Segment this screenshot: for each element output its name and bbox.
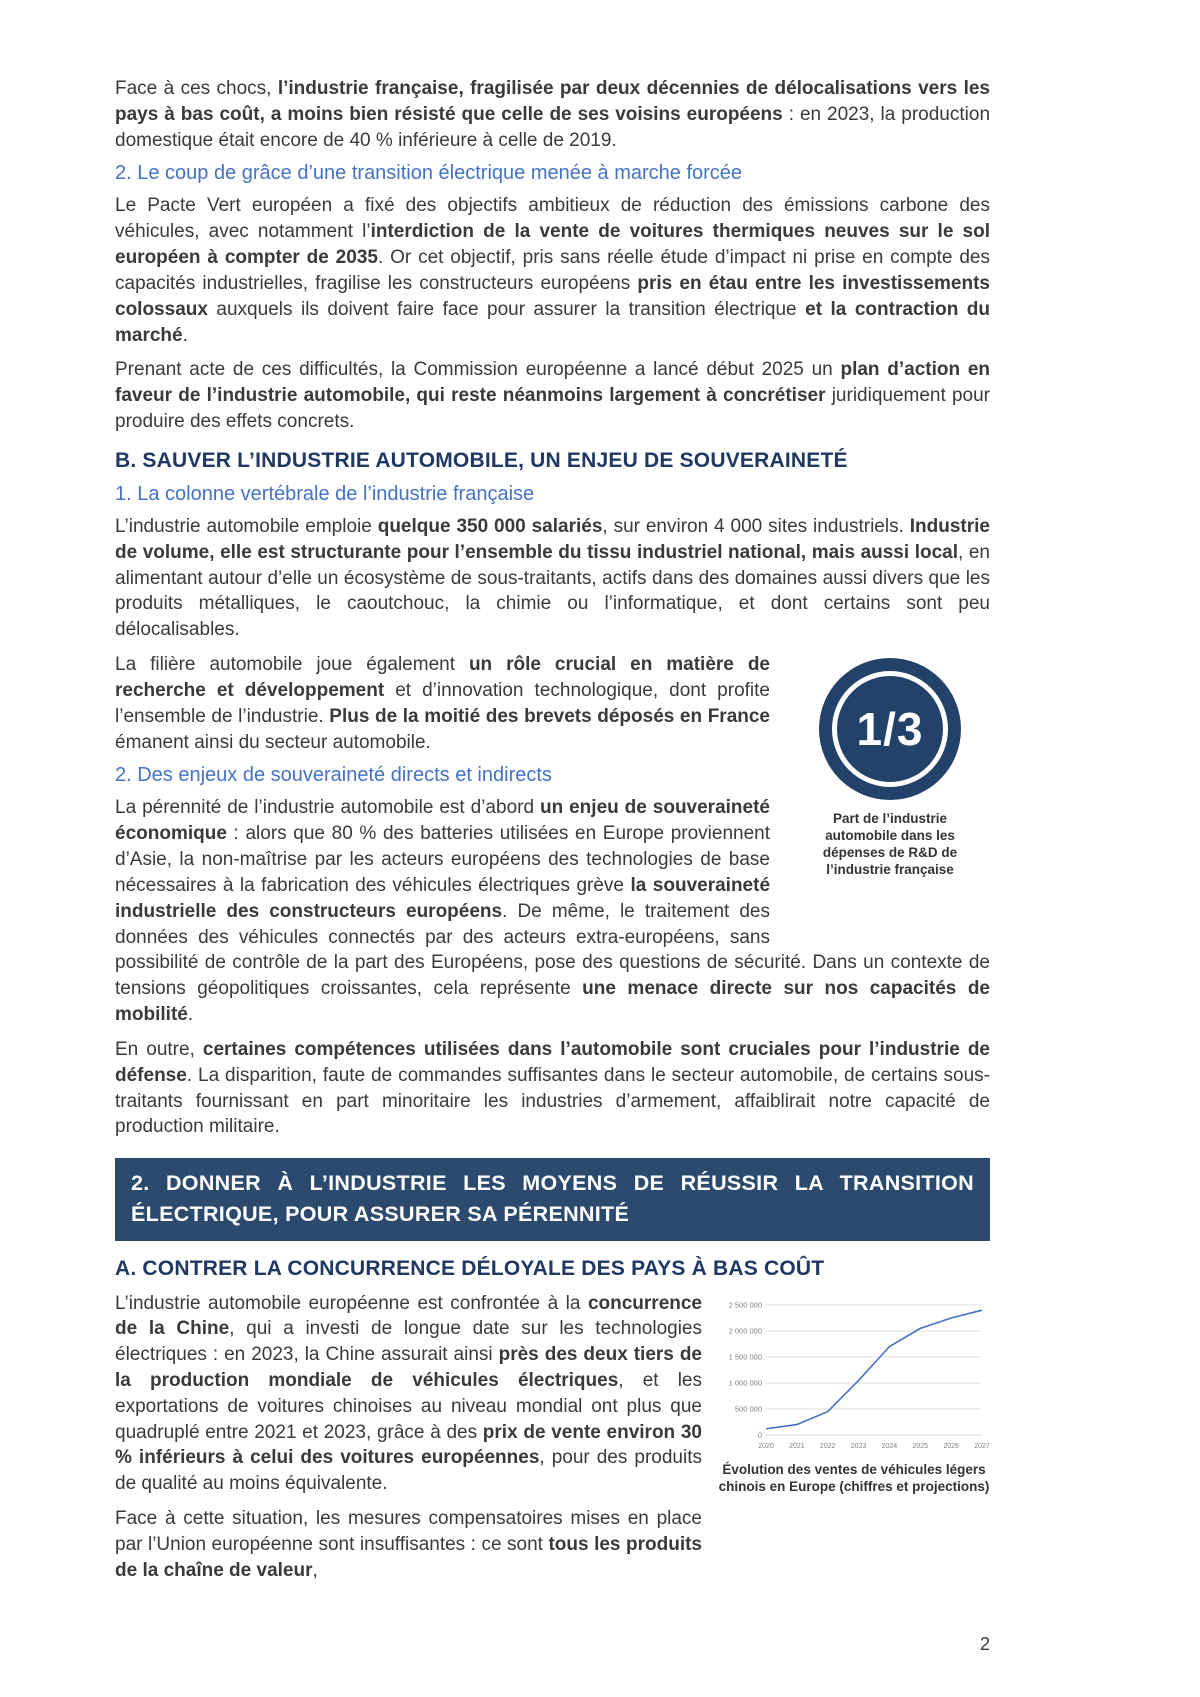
line-chart bbox=[718, 1297, 990, 1455]
paragraph-chine: L’industrie automobile européenne est confrontée à la concurrence de la Chine, qui a investi de longue date sur les technologies électriques : en 2023, la Chine assurait ainsi près des deux tiers de la production mondiale de véhicules électriques, et les exportations de voitures chinoises au niveau mondial ont plus que quadruplé entre 2021 et 2023, grâce à des prix de vente environ 30 % inférieurs à celui des voitures européennes, pour des produits de qualité au moins équivalente. bbox=[115, 1292, 703, 1495]
paragraph-perennite: La pérennité de l’industrie automobile est d’abord un enjeu de souveraineté économique : alors que 80 % des batteries utilisées en Europe proviennent d’Asie, la non-maîtrise par les acteurs européens des technologies de base nécessaires à la fabrication des véhicules électriques grève la souveraineté industrielle des constructeurs européens. De même, le traitement des données des véhicules connectés par des acteurs extra-européens, sans possibilité de contrôle de la part des Européens, pose des questions de sécurité. Dans un contexte de tensions géopolitiques croissantes, cela représente une menace directe sur nos capacités de mobilité. bbox=[115, 797, 990, 1026]
figure-ventes-chinoises bbox=[718, 1297, 990, 1496]
chart-caption: Évolution des ventes de véhicules légers chinois en Europe (chiffres et projections) bbox=[718, 1461, 990, 1495]
svg-text:1 500 000: 1 500 000 bbox=[728, 1352, 762, 1361]
figure-ratio-rd bbox=[790, 658, 990, 878]
paragraph-defense: En outre, certaines compétences utilisées dans l’automobile sont cruciales pour l’industrie de défense. La disparition, faute de commandes suffisantes dans le secteur automobile, de certains sous-traitants fournissant en part minoritaire les industries d’armement, affaiblirait notre capacité de production militaire. bbox=[115, 1038, 990, 1138]
page-number: 2 bbox=[979, 1634, 990, 1654]
paragraph-chocs: Face à ces chocs, l’industrie française, fragilisée par deux décennies de délocalisations vers les pays à bas coût, a moins bien résisté que celle de ses voisins européens : en 2023, la production domestique était encore de 40 % inférieure à celle de 2019. bbox=[115, 78, 991, 151]
heading-contrer-concurrence: A. CONTRER LA CONCURRENCE DÉLOYALE DES PAYS À BAS COÛT bbox=[115, 1256, 825, 1280]
paragraph-pacte-vert: Le Pacte Vert européen a fixé des objectifs ambitieux de réduction des émissions carbone des véhicules, avec notamment l’interdiction de la vente de voitures thermiques neuves sur le sol européen à compter de 2035. Or cet objectif, pris sans réelle étude d’impact ni prise en compte des capacités industrielles, fragilise les constructeurs européens pris en étau entre les investissements colossaux auxquels ils doivent faire face pour assurer la transition électrique et la contraction du marché. bbox=[115, 195, 990, 346]
svg-text:2020: 2020 bbox=[758, 1442, 774, 1450]
ratio-caption: Part de l’industrie automobile dans les dépenses de R&D de l’industrie française bbox=[822, 811, 958, 878]
svg-text:2021: 2021 bbox=[789, 1442, 805, 1450]
ratio-badge-inner bbox=[832, 671, 948, 787]
paragraph-plan-action: Prenant acte de ces difficultés, la Commission européenne a lancé début 2025 un plan d’action en faveur de l’industrie automobile, qui reste néanmoins largement à concrétiser juridiquement pour produire des effets concrets. bbox=[115, 359, 991, 433]
banner-title: 2. DONNER À L’INDUSTRIE LES MOYENS DE RÉUSSIR LA TRANSITION ÉLECTRIQUE, POUR ASSURER SA PÉRENNITÉ bbox=[131, 1171, 974, 1227]
svg-text:2023: 2023 bbox=[850, 1442, 867, 1450]
heading-sauver-industrie: B. SAUVER L’INDUSTRIE AUTOMOBILE, UN ENJEU DE SOUVERAINETÉ bbox=[115, 448, 848, 472]
svg-text:0: 0 bbox=[757, 1430, 762, 1439]
heading-coup-de-grace: 2. Le coup de grâce d’une transition électrique menée à marche forcée bbox=[115, 162, 743, 185]
svg-text:2026: 2026 bbox=[943, 1442, 959, 1450]
section-banner-transition bbox=[115, 1158, 990, 1240]
section-recherche-souverainete bbox=[115, 652, 990, 1028]
ratio-badge bbox=[819, 658, 961, 800]
paragraph-filiere: La filière automobile joue également un rôle crucial en matière de recherche et développement et d’innovation technologique, dont profite l’ensemble de l’industrie. Plus de la moitié des brevets déposés en France émanent ainsi du secteur automobile. bbox=[115, 654, 770, 753]
svg-text:2027: 2027 bbox=[974, 1442, 990, 1450]
heading-enjeux-souverainete: 2. Des enjeux de souveraineté directs et indirects bbox=[115, 764, 552, 787]
page-content bbox=[115, 76, 990, 1593]
svg-text:1 000 000: 1 000 000 bbox=[728, 1378, 762, 1387]
svg-text:2024: 2024 bbox=[881, 1442, 898, 1450]
section-concurrence-chine bbox=[115, 1291, 990, 1584]
svg-text:2 500 000: 2 500 000 bbox=[728, 1300, 762, 1309]
svg-text:2 000 000: 2 000 000 bbox=[728, 1326, 762, 1335]
svg-text:2022: 2022 bbox=[819, 1442, 836, 1450]
ratio-value: 1/3 bbox=[856, 703, 924, 756]
svg-text:500 000: 500 000 bbox=[734, 1404, 762, 1413]
svg-text:2025: 2025 bbox=[912, 1442, 929, 1450]
heading-colonne-vertebrale: 1. La colonne vertébrale de l’industrie française bbox=[115, 482, 535, 505]
paragraph-emploi: L’industrie automobile emploie quelque 350 000 salariés, sur environ 4 000 sites industriels. Industrie de volume, elle est structurante pour l’ensemble du tissu industriel national, mais aussi local, en alimentant autour d’elle un écosystème de sous-traitants, actifs dans des domaines aussi divers que les produits métalliques, le caoutchouc, la chimie ou l’informatique, et dont certains sont peu délocalisables. bbox=[115, 515, 990, 641]
paragraph-mesures: Face à cette situation, les mesures compensatoires mises en place par l’Union européenne sont insuffisantes : ce sont tous les produits de la chaîne de valeur, bbox=[115, 1508, 702, 1581]
